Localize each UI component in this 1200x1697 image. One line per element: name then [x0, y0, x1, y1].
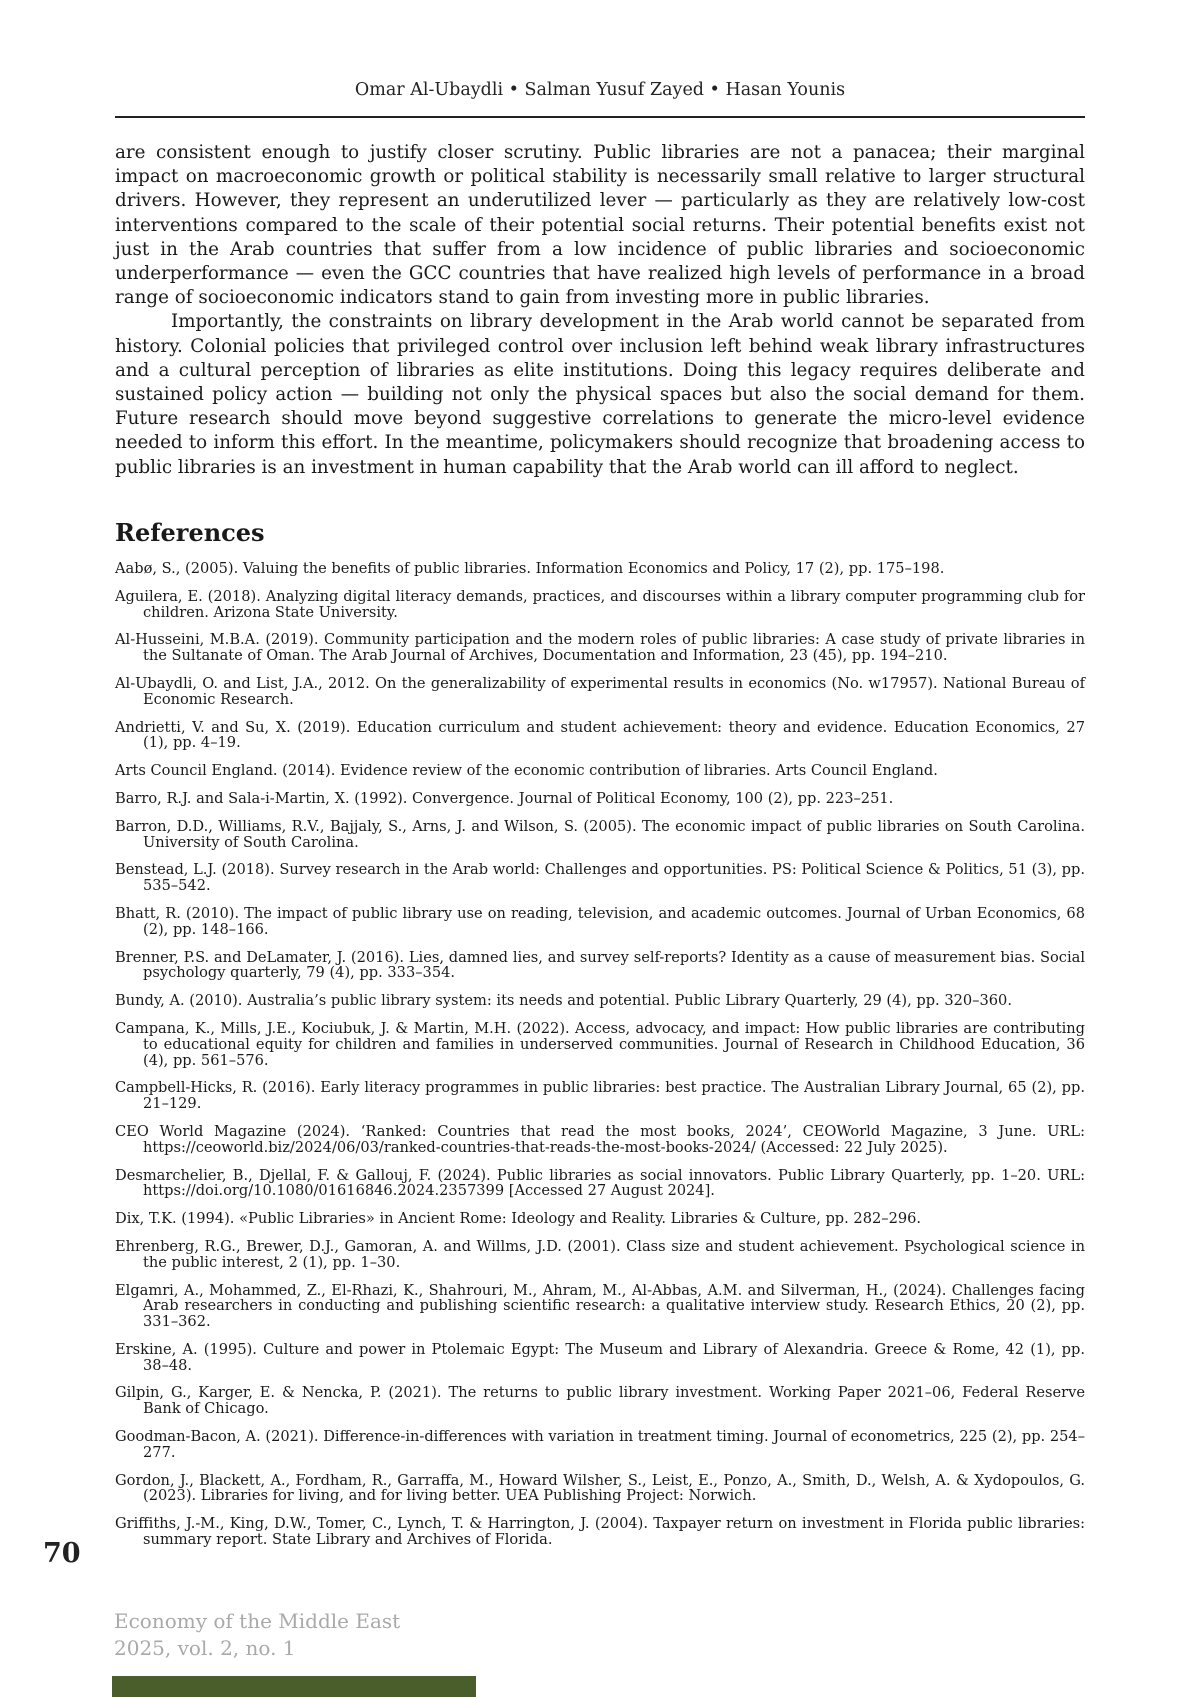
page-number: 70: [43, 1538, 81, 1569]
reference-item: Elgamri, A., Mohammed, Z., El-Rhazi, K., Shahrouri, M., Ahram, M., Al-Abbas, A.M. and Silverman, H., (2024). Challenges facing Arab researchers in conducting and publishing scientific research: a qualitative interview study. Research Ethics, 20 (2), pp. 331–362.: [115, 1283, 1085, 1330]
body-text: [115, 141, 1085, 480]
reference-item: Dix, T.K. (1994). «Public Libraries» in Ancient Rome: Ideology and Reality. Libraries & Culture, pp. 282–296.: [115, 1211, 1085, 1227]
reference-item: Al-Husseini, M.B.A. (2019). Community participation and the modern roles of public libraries: A case study of private libraries in the Sultanate of Oman. The Arab Journal of Archives, Documentation and Information, 23 (45), pp. 194–210.: [115, 632, 1085, 664]
reference-item: Aabø, S., (2005). Valuing the benefits of public libraries. Information Economics and Policy, 17 (2), pp. 175–198.: [115, 561, 1085, 577]
reference-item: Andrietti, V. and Su, X. (2019). Education curriculum and student achievement: theory and evidence. Education Economics, 27 (1), pp. 4–19.: [115, 720, 1085, 752]
running-header: Omar Al-Ubaydli • Salman Yusuf Zayed • Hasan Younis: [115, 80, 1085, 100]
reference-item: Benstead, L.J. (2018). Survey research in the Arab world: Challenges and opportunities. PS: Political Science & Politics, 51 (3), pp. 535–542.: [115, 862, 1085, 894]
reference-item: CEO World Magazine (2024). ‘Ranked: Countries that read the most books, 2024’, CEOWorld Magazine, 3 June. URL: https://ceoworld.biz/2024/06/03/ranked-countries-that-reads-the-most-books-2024/ (Accessed: 22 July 2025).: [115, 1124, 1085, 1156]
journal-issue: 2025, vol. 2, no. 1: [114, 1635, 400, 1662]
footer-accent-bar: [112, 1676, 476, 1697]
reference-item: Ehrenberg, R.G., Brewer, D.J., Gamoran, A. and Willms, J.D. (2001). Class size and student achievement. Psychological science in the public interest, 2 (1), pp. 1–30.: [115, 1239, 1085, 1271]
reference-item: Bhatt, R. (2010). The impact of public library use on reading, television, and academic outcomes. Journal of Urban Economics, 68 (2), pp. 148–166.: [115, 906, 1085, 938]
reference-item: Griffiths, J.-M., King, D.W., Tomer, C., Lynch, T. & Harrington, J. (2004). Taxpayer return on investment in Florida public libraries: summary report. State Library and Archives of Florida.: [115, 1516, 1085, 1548]
reference-item: Brenner, P.S. and DeLamater, J. (2016). Lies, damned lies, and survey self-reports? Identity as a cause of measurement bias. Social psychology quarterly, 79 (4), pp. 333–354.: [115, 950, 1085, 982]
journal-footer: [114, 1608, 400, 1662]
reference-item: Arts Council England. (2014). Evidence review of the economic contribution of libraries. Arts Council England.: [115, 763, 1085, 779]
reference-item: Goodman-Bacon, A. (2021). Difference-in-differences with variation in treatment timing. Journal of econometrics, 225 (2), pp. 254–277.: [115, 1429, 1085, 1461]
paragraph: Importantly, the constraints on library development in the Arab world cannot be separated from history. Colonial policies that privileged control over inclusion left behind weak library infrastructures and a cultural perception of libraries as elite institutions. Doing this legacy requires deliberate and sustained policy action — building not only the physical spaces but also the social demand for them. Future research should move beyond suggestive correlations to generate the micro-level evidence needed to inform this effort. In the meantime, policymakers should recognize that broadening access to public libraries is an investment in human capability that the Arab world can ill afford to neglect.: [115, 310, 1085, 479]
reference-item: Gordon, J., Blackett, A., Fordham, R., Garraffa, M., Howard Wilsher, S., Leist, E., Ponzo, A., Smith, D., Welsh, A. & Xydopoulos, G. (2023). Libraries for living, and for living better. UEA Publishing Project: Norwich.: [115, 1473, 1085, 1505]
reference-item: Erskine, A. (1995). Culture and power in Ptolemaic Egypt: The Museum and Library of Alexandria. Greece & Rome, 42 (1), pp. 38–48.: [115, 1342, 1085, 1374]
paragraph: are consistent enough to justify closer scrutiny. Public libraries are not a panacea; their marginal impact on macroeconomic growth or political stability is necessarily small relative to larger structural drivers. However, they represent an underutilized lever — particularly as they are relatively low-cost interventions compared to the scale of their potential social returns. Their potential benefits exist not just in the Arab countries that suffer from a low incidence of public libraries and socioeconomic underperformance — even the GCC countries that have realized high levels of performance in a broad range of socioeconomic indicators stand to gain from investing more in public libraries.: [115, 141, 1085, 310]
reference-item: Barron, D.D., Williams, R.V., Bajjaly, S., Arns, J. and Wilson, S. (2005). The economic impact of public libraries on South Carolina. University of South Carolina.: [115, 819, 1085, 851]
header-divider: [115, 116, 1085, 118]
references-heading: References: [115, 518, 265, 547]
reference-item: Barro, R.J. and Sala-i-Martin, X. (1992). Convergence. Journal of Political Economy, 100 (2), pp. 223–251.: [115, 791, 1085, 807]
journal-name: Economy of the Middle East: [114, 1608, 400, 1635]
reference-list: [115, 561, 1085, 1560]
reference-item: Aguilera, E. (2018). Analyzing digital literacy demands, practices, and discourses within a library computer programming club for children. Arizona State University.: [115, 589, 1085, 621]
reference-item: Desmarchelier, B., Djellal, F. & Gallouj, F. (2024). Public libraries as social innovators. Public Library Quarterly, pp. 1–20. URL: https://doi.org/10.1080/01616846.2024.2357399 [Accessed 27 August 2024].: [115, 1168, 1085, 1200]
reference-item: Gilpin, G., Karger, E. & Nencka, P. (2021). The returns to public library investment. Working Paper 2021–06, Federal Reserve Bank of Chicago.: [115, 1385, 1085, 1417]
reference-item: Al-Ubaydli, O. and List, J.A., 2012. On the generalizability of experimental results in economics (No. w17957). National Bureau of Economic Research.: [115, 676, 1085, 708]
reference-item: Campbell-Hicks, R. (2016). Early literacy programmes in public libraries: best practice. The Australian Library Journal, 65 (2), pp. 21–129.: [115, 1080, 1085, 1112]
reference-item: Bundy, A. (2010). Australia’s public library system: its needs and potential. Public Library Quarterly, 29 (4), pp. 320–360.: [115, 993, 1085, 1009]
reference-item: Campana, K., Mills, J.E., Kociubuk, J. & Martin, M.H. (2022). Access, advocacy, and impact: How public libraries are contributing to educational equity for children and families in underserved communities. Journal of Research in Childhood Education, 36 (4), pp. 561–576.: [115, 1021, 1085, 1068]
